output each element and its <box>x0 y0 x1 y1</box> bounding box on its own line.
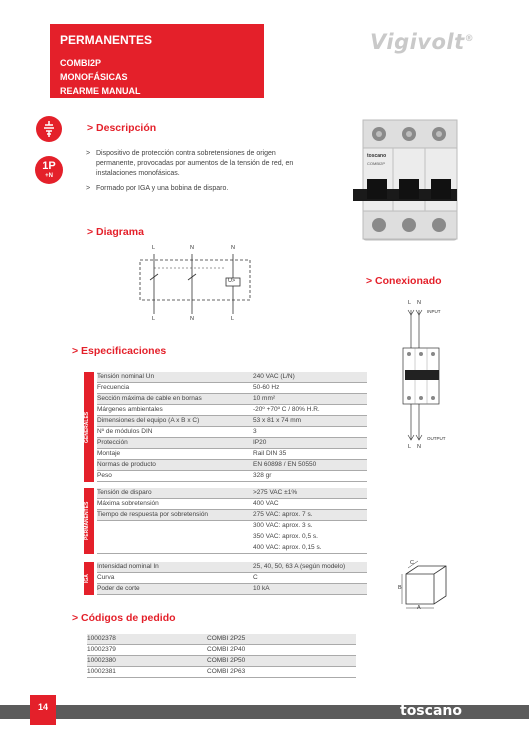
spec-row: 350 VAC: aprox. 0,5 s. <box>253 533 318 540</box>
connection-top-label: L <box>408 300 412 306</box>
header-line-1: COMBI2P <box>60 58 102 68</box>
product-model: COMBI2P <box>367 161 386 166</box>
dimensions-drawing <box>398 560 458 612</box>
section-codigos: > Códigos de pedido <box>72 612 176 624</box>
description-item: > Formado por IGA y una bobina de disparo. <box>96 184 296 194</box>
product-maker: toscano <box>367 153 387 159</box>
connection-bottom-label: L <box>408 444 412 450</box>
connection-top-label: N <box>417 300 421 306</box>
spec-row: Poder de corte 10 kA <box>97 584 367 595</box>
spec-row: Tiempo de respuesta por sobretensión 275 VAC: aprox. 7 s. <box>97 510 367 521</box>
order-row: 10002379 COMBI 2P40 <box>87 645 356 656</box>
header-line-2: MONOFÁSICAS <box>60 72 128 82</box>
diagram-bottom-label: L <box>152 316 156 322</box>
spec-row: Normas de producto EN 60898 / EN 50550 <box>97 460 367 471</box>
header-box <box>50 24 264 98</box>
spec-row: 400 VAC: aprox. 0,15 s. <box>97 543 367 554</box>
generales-label: GENERALES <box>84 372 94 482</box>
diagram-top-label: L <box>152 245 156 251</box>
diagram-bottom-label: N <box>190 316 194 322</box>
product-image <box>345 115 463 245</box>
wiring-diagram <box>130 244 260 324</box>
connection-bottom-label: N <box>417 444 421 450</box>
dim-c-label: C <box>410 560 414 566</box>
spec-row: Tensión nominal Un 240 VAC (L/N) <box>97 372 367 383</box>
spec-row: Máxima sobretensión 400 VAC <box>97 499 367 510</box>
spec-row: Frecuencia 50-60 Hz <box>97 383 367 394</box>
brand-logo: Vigivolt® <box>370 30 475 54</box>
section-especificaciones: > Especificaciones <box>72 345 167 357</box>
footer-brand: toscano <box>400 703 462 719</box>
header-title: PERMANENTES <box>60 33 153 47</box>
section-descripcion: > Descripción <box>87 122 157 134</box>
spec-row: Protección IP20 <box>97 438 367 449</box>
spec-row: Intensidad nominal In 25, 40, 50, 63 A (según modelo) <box>97 562 367 573</box>
header-line-3: REARME MANUAL <box>60 86 141 96</box>
output-label: OUTPUT <box>427 436 446 441</box>
pole-badge: 1P +N <box>35 156 63 184</box>
spec-row: Curva C <box>97 573 367 584</box>
spec-row: Sección máxima de cable en bornas 10 mm² <box>97 394 367 405</box>
order-row: 10002378 COMBI 2P25 <box>87 634 356 645</box>
diagram-top-label: N <box>190 245 194 251</box>
spec-row: Nº de módulos DIN 3 <box>97 427 367 438</box>
spec-row: Dimensiones del equipo (A x B x C) 53 x 81 x 74 mm <box>97 416 367 427</box>
order-row: 10002381 COMBI 2P63 <box>87 667 356 678</box>
permanentes-label: PERMANENTES <box>84 488 94 554</box>
coil-label: U> <box>228 278 236 284</box>
order-row: 10002380 COMBI 2P50 <box>87 656 356 667</box>
spec-row: Tensión de disparo >275 VAC ±1% <box>97 488 367 499</box>
spec-row: Márgenes ambientales -20º +70º C / 80% H.R. <box>97 405 367 416</box>
connection-diagram <box>395 298 465 458</box>
iga-label: IGA <box>84 562 94 595</box>
section-diagrama: > Diagrama <box>87 226 144 238</box>
diagram-top-label: N <box>231 245 235 251</box>
dim-a-label: A <box>417 605 421 611</box>
description-item: > Dispositivo de protección contra sobretensiones de origen permanente, provocadas por aumentos de la tensión de red, en instalaciones monofásicas. <box>96 149 296 179</box>
dim-b-label: B <box>398 585 402 591</box>
spec-row: Montaje Rail DIN 35 <box>97 449 367 460</box>
description-list <box>86 149 296 199</box>
section-conexionado: > Conexionado <box>366 275 442 287</box>
spec-row: 300 VAC: aprox. 3 s. <box>253 522 313 529</box>
diagram-bottom-label: L <box>231 316 235 322</box>
page-number: 14 <box>30 695 56 725</box>
surge-protector-icon <box>36 116 62 142</box>
spec-row: Peso 328 gr <box>97 471 367 482</box>
input-label: INPUT <box>427 309 441 314</box>
